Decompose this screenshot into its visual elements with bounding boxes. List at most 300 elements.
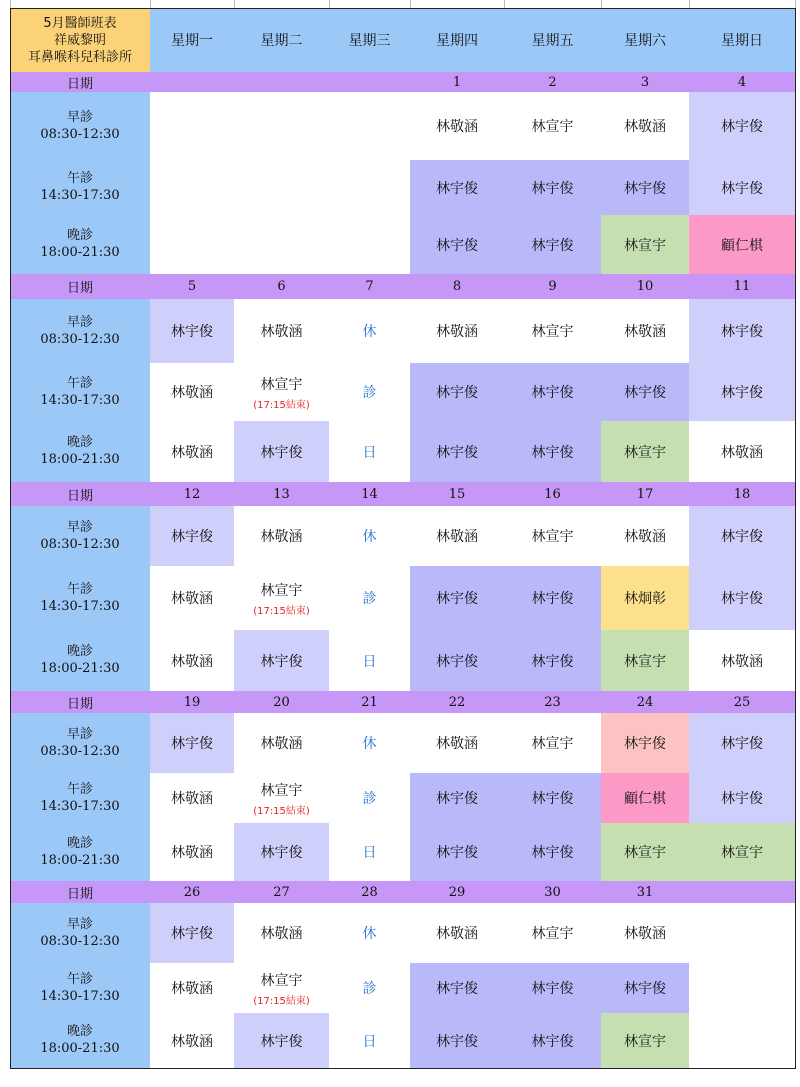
date-cell: [689, 482, 796, 507]
date-number: 27: [273, 884, 290, 900]
doctor-cell: [410, 92, 505, 161]
doctor-cell: [234, 92, 330, 161]
doctor-name: 林敬涵: [260, 926, 303, 942]
end-time-note: (17:15結束): [253, 399, 310, 411]
doctor-cell: [410, 1013, 505, 1069]
doctor-name: 林敬涵: [260, 736, 303, 752]
date-cell: [504, 72, 602, 93]
doctor-name: 林宇俊: [721, 791, 763, 807]
title-line: 耳鼻喉科兒科診所: [27, 49, 132, 65]
doctor-cell: [601, 903, 690, 964]
date-number: 15: [448, 486, 466, 502]
session-name: 晚診: [66, 644, 93, 659]
doctor-cell: [150, 421, 235, 483]
session-time: 14:30-17:30: [40, 392, 120, 408]
date-cell: [601, 482, 690, 507]
doctor-name: 林宇俊: [260, 845, 303, 861]
session-name: 早診: [66, 726, 93, 742]
closed-marker: 診: [362, 591, 377, 607]
weekday-header: [504, 8, 602, 73]
session-label-cell: [10, 160, 151, 216]
date-cell: [329, 274, 411, 300]
date-cell: [234, 482, 330, 507]
session-time: 14:30-17:30: [40, 798, 120, 814]
doctor-cell: [689, 92, 796, 161]
doctor-cell: [410, 713, 505, 774]
weekday-header: [150, 8, 235, 73]
doctor-cell: [504, 773, 602, 824]
doctor-cell: [689, 421, 796, 483]
date-number: 26: [183, 884, 201, 900]
date-number: 31: [636, 884, 654, 900]
session-time: 08:30-12:30: [40, 331, 120, 347]
doctor-cell: [150, 823, 235, 882]
date-number: 6: [277, 279, 286, 294]
session-time: 14:30-17:30: [40, 988, 120, 1004]
date-cell: [329, 72, 411, 93]
end-time-note: (17:15結束): [253, 805, 310, 817]
date-label: 日期: [66, 886, 93, 902]
weekday-label: 星期三: [348, 33, 391, 49]
doctor-name: 林敬涵: [624, 926, 666, 942]
doctor-name: 林宇俊: [171, 529, 213, 545]
date-cell: [329, 881, 411, 904]
doctor-name: 林宣宇: [260, 582, 303, 599]
closed-marker: 休: [362, 926, 377, 942]
doctor-name: 林敬涵: [171, 1033, 213, 1050]
title-line: 祥威黎明: [53, 32, 106, 48]
date-cell: [150, 482, 235, 507]
doctor-cell: [234, 713, 330, 774]
date-cell: [234, 881, 330, 904]
session-name: 晚診: [66, 228, 93, 243]
doctor-name: 林敬涵: [436, 324, 478, 340]
doctor-cell: [689, 299, 796, 364]
doctor-cell: [601, 363, 690, 422]
doctor-cell: [410, 823, 505, 882]
doctor-name: 林敬涵: [171, 591, 213, 607]
doctor-name: 林宇俊: [436, 237, 478, 254]
doctor-name: 林宇俊: [624, 981, 666, 997]
closed-day-cell: [329, 773, 411, 824]
doctor-cell: [504, 903, 602, 964]
doctor-cell: [234, 963, 330, 1014]
session-name: 午診: [66, 581, 93, 597]
doctor-name: 林宇俊: [531, 237, 574, 254]
closed-day-cell: [329, 421, 411, 483]
doctor-cell: [150, 215, 235, 275]
end-time-note: (17:15結束): [253, 995, 310, 1007]
doctor-cell: [234, 160, 330, 216]
doctor-name: 顧仁棋: [721, 237, 763, 254]
doctor-cell: [150, 363, 235, 422]
session-label-cell: [10, 903, 151, 964]
doctor-cell: [504, 1013, 602, 1069]
doctor-cell: [601, 421, 690, 483]
doctor-cell: [601, 773, 690, 824]
doctor-cell: [150, 713, 235, 774]
date-number: 2: [548, 74, 557, 90]
date-number: 30: [544, 884, 561, 900]
session-label-cell: [10, 566, 151, 631]
doctor-name: 林宣宇: [531, 736, 574, 752]
doctor-name: 顧仁棋: [624, 791, 666, 807]
doctor-name: 林宇俊: [531, 180, 574, 197]
doctor-name: 林宇俊: [531, 385, 574, 401]
doctor-name: 林敬涵: [260, 529, 303, 545]
doctor-cell: [234, 823, 330, 882]
doctor-name: 林宇俊: [436, 791, 478, 807]
session-time: 18:00-21:30: [40, 452, 120, 467]
doctor-name: 林宣宇: [260, 782, 303, 799]
doctor-cell: [410, 630, 505, 692]
doctor-cell: [234, 363, 330, 422]
session-name: 晚診: [66, 835, 93, 851]
doctor-cell: [410, 773, 505, 824]
weekday-label: 星期四: [436, 33, 478, 49]
session-time: 18:00-21:30: [40, 1041, 120, 1056]
closed-day-cell: [329, 630, 411, 692]
session-label-cell: [10, 630, 151, 692]
session-time: 14:30-17:30: [40, 598, 120, 614]
doctor-cell: [689, 713, 796, 774]
weekday-label: 星期六: [624, 33, 666, 49]
date-cell: [601, 72, 690, 93]
doctor-cell: [601, 1013, 690, 1069]
doctor-name: 林宇俊: [260, 1033, 303, 1050]
closed-marker: 休: [362, 736, 377, 752]
date-cell: [601, 691, 690, 714]
date-number: 17: [636, 486, 654, 502]
doctor-name: 林宇俊: [436, 981, 478, 997]
doctor-cell: [410, 215, 505, 275]
session-label-cell: [10, 713, 151, 774]
doctor-cell: [410, 903, 505, 964]
date-cell: [689, 274, 796, 300]
doctor-name: 林宣宇: [260, 376, 303, 393]
closed-day-cell: [329, 963, 411, 1014]
date-cell: [234, 691, 330, 714]
date-cell: [410, 881, 505, 904]
date-cell: [329, 482, 411, 507]
date-cell: [689, 691, 796, 714]
date-number: 21: [361, 694, 378, 710]
doctor-name: 林宇俊: [171, 324, 213, 340]
doctor-cell: [504, 713, 602, 774]
doctor-cell: [689, 630, 796, 692]
date-number: 4: [737, 74, 747, 90]
date-label-cell: [10, 274, 151, 300]
doctor-cell: [234, 630, 330, 692]
doctor-cell: [689, 773, 796, 824]
doctor-cell: [150, 299, 235, 364]
title-line: 5月醫師班表: [43, 15, 117, 31]
weekday-label: 星期日: [721, 33, 763, 49]
doctor-cell: [150, 160, 235, 216]
doctor-name: 林宣宇: [624, 444, 666, 461]
date-number: 11: [733, 279, 751, 294]
doctor-cell: [601, 713, 690, 774]
doctor-name: 林宇俊: [531, 791, 574, 807]
doctor-cell: [150, 630, 235, 692]
doctor-cell: [234, 773, 330, 824]
date-cell: [504, 482, 602, 507]
weekday-header: [234, 8, 330, 73]
session-time: 08:30-12:30: [40, 743, 120, 759]
weekday-label: 星期二: [260, 33, 303, 49]
weekday-label: 星期一: [171, 33, 213, 49]
doctor-cell: [689, 160, 796, 216]
date-cell: [504, 881, 602, 904]
date-number: 25: [733, 694, 751, 710]
doctor-cell: [601, 963, 690, 1014]
date-label: 日期: [66, 281, 93, 296]
doctor-name: 林宇俊: [624, 385, 666, 401]
session-name: 早診: [66, 916, 93, 932]
doctor-cell: [234, 215, 330, 275]
doctor-cell: [234, 421, 330, 483]
doctor-name: 林宣宇: [531, 926, 574, 942]
session-name: 晚診: [66, 1024, 93, 1039]
date-cell: [150, 691, 235, 714]
doctor-cell: [410, 421, 505, 483]
date-number: 1: [452, 74, 462, 90]
doctor-cell: [150, 903, 235, 964]
doctor-name: 林宣宇: [531, 119, 574, 135]
date-cell: [150, 72, 235, 93]
doctor-name: 林敬涵: [171, 845, 213, 861]
doctor-name: 林炯彰: [624, 591, 666, 607]
closed-day-cell: [329, 903, 411, 964]
closed-day-cell: [329, 299, 411, 364]
doctor-name: 林敬涵: [171, 981, 213, 997]
doctor-name: 林宣宇: [624, 237, 666, 254]
session-name: 早診: [66, 519, 93, 535]
session-label-cell: [10, 1013, 151, 1069]
date-number: 24: [636, 694, 654, 710]
doctor-cell: [689, 506, 796, 567]
doctor-cell: [234, 903, 330, 964]
doctor-name: 林宇俊: [171, 926, 213, 942]
doctor-cell: [689, 363, 796, 422]
doctor-cell: [150, 963, 235, 1014]
weekday-header: [601, 8, 690, 73]
date-number: 29: [448, 884, 466, 900]
doctor-name: 林宇俊: [624, 180, 666, 197]
date-cell: [410, 72, 505, 93]
doctor-name: 林敬涵: [624, 529, 666, 545]
closed-day-cell: [329, 363, 411, 422]
doctor-cell: [410, 299, 505, 364]
doctor-name: 林敬涵: [721, 444, 763, 461]
doctor-cell: [410, 363, 505, 422]
date-cell: [410, 482, 505, 507]
doctor-name: 林敬涵: [624, 324, 666, 340]
doctor-cell: [601, 630, 690, 692]
session-label-cell: [10, 773, 151, 824]
session-time: 18:00-21:30: [40, 661, 120, 676]
date-cell: [410, 274, 505, 300]
doctor-cell: [504, 299, 602, 364]
schedule-title-cell: [10, 8, 151, 73]
doctor-cell: [601, 160, 690, 216]
doctor-name: 林宇俊: [260, 653, 303, 670]
date-cell: [504, 691, 602, 714]
closed-marker: 日: [362, 845, 377, 861]
date-label-cell: [10, 881, 151, 904]
date-label: 日期: [66, 76, 93, 92]
session-time: 14:30-17:30: [40, 188, 120, 203]
date-number: 16: [544, 486, 561, 502]
date-number: 18: [733, 486, 751, 502]
sheet-gridlines: [0, 0, 800, 8]
closed-marker: 診: [362, 981, 377, 997]
doctor-name: 林宇俊: [436, 1033, 478, 1050]
doctor-cell: [329, 215, 411, 275]
closed-marker: 診: [362, 385, 377, 401]
closed-marker: 休: [362, 529, 377, 545]
session-label-cell: [10, 299, 151, 364]
doctor-name: 林宣宇: [721, 845, 763, 861]
doctor-cell: [234, 299, 330, 364]
date-cell: [601, 274, 690, 300]
doctor-name: 林宇俊: [436, 180, 478, 197]
session-name: 午診: [66, 971, 93, 987]
doctor-name: 林敬涵: [721, 653, 763, 670]
date-number: 13: [273, 486, 290, 502]
end-time-note: (17:15結束): [253, 605, 310, 617]
doctor-name: 林宇俊: [624, 736, 666, 752]
doctor-name: 林宣宇: [624, 653, 666, 670]
date-number: 19: [183, 694, 201, 710]
doctor-name: 林宇俊: [436, 385, 478, 401]
doctor-name: 林宇俊: [531, 845, 574, 861]
closed-day-cell: [329, 1013, 411, 1069]
doctor-cell: [150, 773, 235, 824]
session-name: 午診: [66, 171, 93, 186]
date-label-cell: [10, 691, 151, 714]
doctor-cell: [689, 1013, 796, 1069]
weekday-header: [329, 8, 411, 73]
session-time: 18:00-21:30: [40, 245, 120, 260]
date-cell: [410, 691, 505, 714]
doctor-cell: [601, 823, 690, 882]
date-cell: [601, 881, 690, 904]
closed-day-cell: [329, 823, 411, 882]
date-number: 10: [636, 279, 654, 294]
doctor-name: 林敬涵: [171, 653, 213, 670]
doctor-cell: [504, 421, 602, 483]
doctor-name: 林宇俊: [436, 444, 478, 461]
session-name: 早診: [66, 314, 93, 330]
weekday-label: 星期五: [531, 33, 574, 49]
doctor-cell: [504, 566, 602, 631]
doctor-name: 林敬涵: [436, 736, 478, 752]
date-number: 5: [187, 279, 197, 294]
doctor-name: 林宇俊: [721, 529, 763, 545]
doctor-cell: [504, 215, 602, 275]
doctor-name: 林敬涵: [171, 385, 213, 401]
session-label-cell: [10, 823, 151, 882]
doctor-cell: [504, 160, 602, 216]
doctor-cell: [504, 92, 602, 161]
date-number: 3: [640, 74, 650, 90]
date-cell: [150, 274, 235, 300]
doctor-cell: [504, 823, 602, 882]
date-number: 12: [183, 486, 201, 502]
closed-marker: 日: [362, 653, 377, 670]
doctor-name: 林宣宇: [260, 972, 303, 989]
weekday-header: [410, 8, 505, 73]
doctor-name: 林宇俊: [721, 736, 763, 752]
doctor-cell: [329, 92, 411, 161]
doctor-cell: [689, 566, 796, 631]
doctor-name: 林宣宇: [624, 845, 666, 861]
weekday-header: [689, 8, 796, 73]
doctor-cell: [504, 363, 602, 422]
doctor-name: 林敬涵: [436, 119, 478, 135]
session-label-cell: [10, 215, 151, 275]
doctor-name: 林宇俊: [721, 324, 763, 340]
date-cell: [689, 881, 796, 904]
doctor-name: 林敬涵: [624, 119, 666, 135]
date-number: 22: [448, 694, 466, 710]
closed-day-cell: [329, 713, 411, 774]
session-name: 午診: [66, 375, 93, 391]
session-time: 08:30-12:30: [40, 536, 120, 552]
session-time: 08:30-12:30: [40, 126, 120, 142]
doctor-cell: [689, 903, 796, 964]
doctor-cell: [601, 299, 690, 364]
doctor-cell: [601, 92, 690, 161]
doctor-name: 林宇俊: [436, 591, 478, 607]
session-label-cell: [10, 963, 151, 1014]
date-number: 28: [361, 884, 378, 900]
doctor-cell: [689, 823, 796, 882]
date-label-cell: [10, 482, 151, 507]
doctor-name: 林宇俊: [436, 845, 478, 861]
doctor-cell: [601, 215, 690, 275]
date-number: 20: [273, 694, 290, 710]
doctor-cell: [410, 506, 505, 567]
doctor-name: 林宇俊: [531, 591, 574, 607]
doctor-name: 林宣宇: [531, 324, 574, 340]
doctor-name: 林敬涵: [436, 529, 478, 545]
doctor-name: 林宇俊: [721, 119, 763, 135]
doctor-cell: [410, 566, 505, 631]
date-cell: [234, 274, 330, 300]
doctor-name: 林宇俊: [171, 736, 213, 752]
doctor-cell: [234, 1013, 330, 1069]
doctor-name: 林宇俊: [531, 1033, 574, 1050]
date-number: 14: [361, 486, 378, 502]
date-cell: [150, 881, 235, 904]
doctor-name: 林敬涵: [436, 926, 478, 942]
doctor-cell: [410, 963, 505, 1014]
doctor-cell: [410, 160, 505, 216]
closed-day-cell: [329, 506, 411, 567]
closed-marker: 日: [362, 444, 377, 461]
doctor-cell: [601, 566, 690, 631]
session-name: 午診: [66, 781, 93, 797]
doctor-cell: [150, 566, 235, 631]
date-cell: [329, 691, 411, 714]
doctor-name: 林宇俊: [531, 653, 574, 670]
closed-marker: 日: [362, 1033, 377, 1050]
doctor-cell: [689, 215, 796, 275]
doctor-cell: [504, 963, 602, 1014]
date-label: 日期: [66, 696, 93, 712]
